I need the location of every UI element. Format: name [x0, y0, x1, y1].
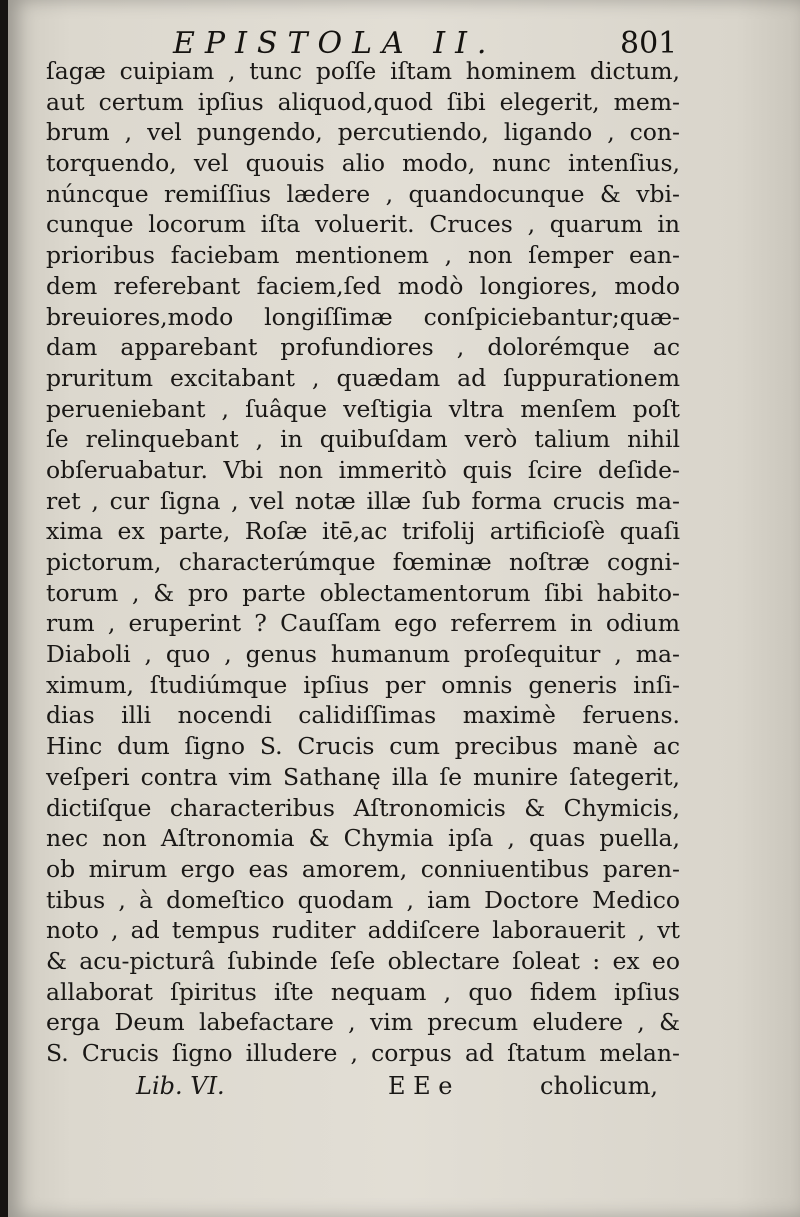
text-line: dias illi nocendi calidiſſimas maximè feruens. [46, 701, 680, 730]
text-line: nec non Aſtronomia & Chymia ipſa , quas puella, [46, 824, 680, 853]
text-line: perueniebant , ſuâque veſtigia vltra menſem poſt [46, 394, 680, 423]
text-line: dam apparebant profundiores , dolorémque ac [46, 333, 680, 362]
text-line: pictorum, characterúmque fœminæ noſtræ cogni- [46, 548, 680, 576]
text-line: ximum, ſtudiúmque ipſius per omnis generis inſi- [46, 670, 680, 699]
text-line: noto , ad tempus ruditer addiſcere laborauerit , vt [46, 916, 680, 945]
text-line: Diaboli , quo , genus humanum proſequitur , ma- [46, 640, 680, 669]
text-line: cunque locorum iſta voluerit. Cruces , quarum in [46, 210, 680, 239]
book-page [8, 0, 800, 1217]
text-line: torquendo, vel quouis alio modo, nunc intenſius, [46, 149, 680, 178]
text-line: ret , cur ſigna , vel notæ illæ ſub forma crucis ma- [46, 486, 680, 515]
running-head: EPISTOLA II. [173, 26, 497, 61]
text-line: obſeruabatur. Vbi non immeritò quis ſcire deſide- [46, 455, 680, 484]
text-line: rum , eruperint ? Cauſſam ego referrem in odium [46, 609, 680, 638]
text-line: veſperi contra vim Sathanę illa ſe munire ſategerit, [46, 762, 680, 791]
text-line: erga Deum labefactare , vim precum eludere , & [46, 1008, 680, 1037]
gathering-signature: E E e [388, 1072, 453, 1100]
body-text [46, 56, 680, 1069]
text-line: aut certum ipſius aliquod,quod ſibi elegerit, mem- [46, 87, 680, 116]
text-line: ob mirum ergo eas amorem, conniuentibus paren- [46, 854, 680, 883]
text-line: torum , & pro parte oblectamentorum ſibi habito- [46, 578, 680, 607]
text-line: allaborat ſpiritus iſte nequam , quo fidem ipſius [46, 977, 680, 1006]
text-line: ſagæ cuipiam , tunc poſſe iſtam hominem dictum, [46, 57, 680, 85]
text-line: brum , vel pungendo, percutiendo, ligando , con- [46, 118, 680, 147]
text-line: dictiſque characteribus Aſtronomicis & Chymicis, [46, 793, 680, 822]
text-line: tibus , à domeſtico quodam , iam Doctore Medico [46, 885, 680, 914]
text-line: xima ex parte, Roſæ itē,ac trifolij artificioſè quaſi [46, 517, 680, 546]
text-line: prioribus faciebam mentionem , non ſemper ean- [46, 241, 680, 270]
catchword: cholicum, [540, 1072, 658, 1100]
text-line: breuiores,modo longiſſimæ conſpiciebantur;quæ- [46, 302, 680, 331]
text-line: & acu-picturâ ſubinde ſeſe oblectare ſoleat : ex eo [46, 946, 680, 975]
text-line: núncque remiſſius lædere , quandocunque & vbi- [46, 179, 680, 208]
text-line: ſe relinquebant , in quibuſdam verò talium nihil [46, 425, 680, 454]
page-footer [8, 1072, 800, 1106]
page-number: 801 [620, 26, 678, 61]
book-signature: Lib. VI. [136, 1072, 225, 1100]
text-line: S. Crucis ſigno illudere , corpus ad ſtatum melan- [46, 1039, 680, 1067]
text-line: pruritum excitabant , quædam ad ſuppurationem [46, 363, 680, 392]
text-line: Hinc dum ſigno S. Crucis cum precibus manè ac [46, 732, 680, 761]
text-line: dem referebant faciem,ſed modò longiores, modo [46, 271, 680, 300]
